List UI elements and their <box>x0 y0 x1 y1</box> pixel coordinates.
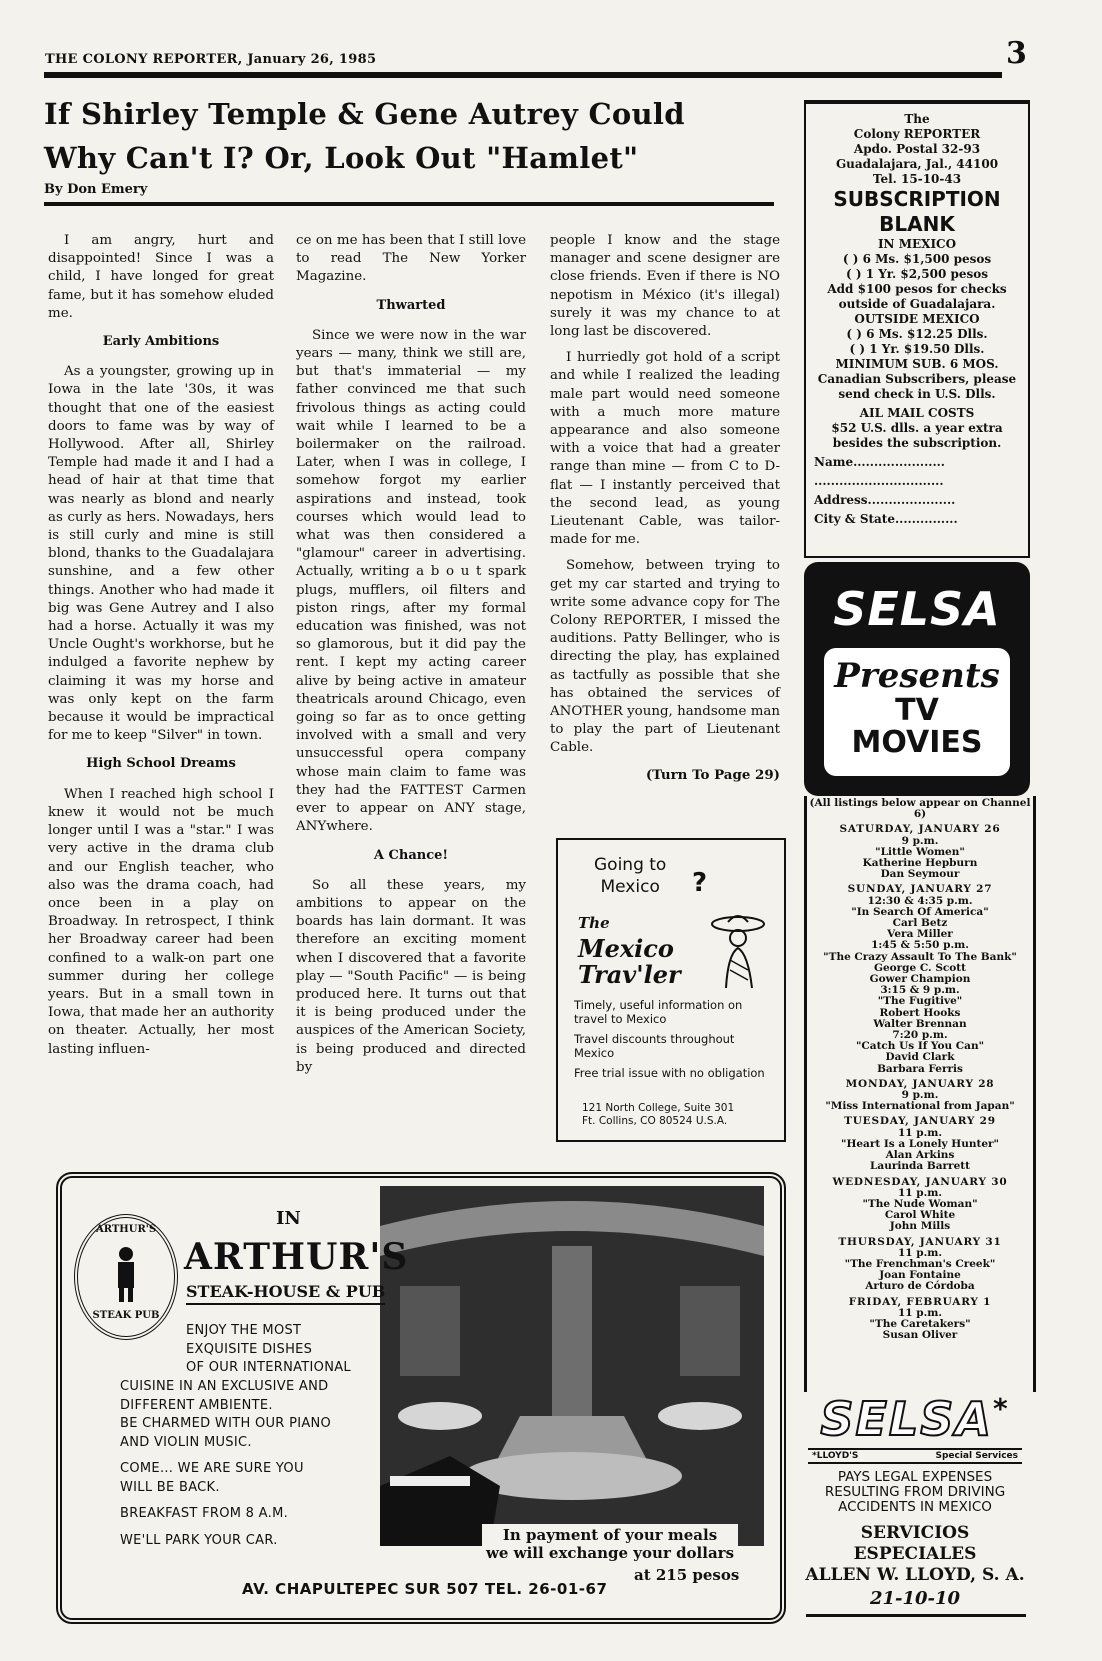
travel-address <box>582 1102 734 1128</box>
payment-line-1: In payment of your meals <box>502 1526 718 1544</box>
lloyds-label: *LLOYD'S <box>812 1451 859 1461</box>
listing-line: "Little Women" <box>875 845 965 858</box>
logo-mexico: Mexico <box>578 934 674 963</box>
copy-line: BREAKFAST FROM 8 A.M. <box>120 1506 289 1521</box>
sub-option-mx-12[interactable]: ( ) 1 Yr. $2,500 pesos <box>845 267 989 281</box>
arthurs-address: AV. CHAPULTEPEC SUR 507 TEL. 26-01-67 <box>242 1580 608 1598</box>
listing-line: Arturo de Córdoba <box>865 1280 975 1293</box>
sub-city-field[interactable]: City & State............... <box>814 512 958 526</box>
paragraph: As a youngster, growing up in Iowa in the late '30s, it was thought that one of the easiest doors to fame was by way of Hollywood. After all, Shirley Temple had made it and I had a head of hair at that time that was nearly as blond and nearly as curly as hers. Nowadays, hers is still curly and mine is still blond, thanks to the Guadalajara sunshine, and a few other things. Another who had made it big was Gene Autrey and I also had a horse. Actually it was my Uncle Ought's workhorse, but he indulged a favorite nephew by claiming it was my horse and was only kept on the farm because it would be impractical for me to keep "Silver" in town. <box>48 364 274 744</box>
knight-icon <box>108 1244 144 1304</box>
byline: By Don Emery <box>44 182 148 197</box>
restaurant-interior-image <box>380 1186 764 1546</box>
sub-minimum: MINIMUM SUB. 6 MOS. <box>835 357 999 371</box>
copy-line: COME... WE ARE SURE YOU <box>120 1461 304 1476</box>
subhead-a-chance: A Chance! <box>373 847 449 863</box>
copy-line: WILL BE BACK. <box>120 1479 220 1495</box>
listing-line: Vera Miller <box>887 928 953 941</box>
listing-day: WEDNESDAY, JANUARY 30 <box>832 1175 1008 1188</box>
special-services-label: Special Services <box>935 1451 1018 1461</box>
subscription-blank <box>804 100 1030 558</box>
arthurs-in: IN <box>276 1208 301 1229</box>
selsa-lloyds-phone[interactable]: 21-10-10 <box>869 1588 961 1609</box>
listing-line: Katherine Hepburn <box>862 857 978 870</box>
asterisk-icon: * <box>992 1392 1010 1425</box>
subhead-thwarted: Thwarted <box>376 297 446 313</box>
paragraph: Somehow, between trying to get my car started and trying to write some advance copy for The Colony REPORTER, I missed the auditions. Patty Bellinger, who is directing the play, has explained as tactfully as possible that she has obtained the services of ANOTHER young, handsome man to play the part of Lieutenant Cable. <box>550 558 780 756</box>
paragraph: people I know and the stage manager and scene designer are close friends. Even if there is NO nepotism in México (it's illegal) surely it was my chance to at long last be discovered. <box>550 233 780 340</box>
sub-address-field[interactable]: Address..................... <box>814 493 956 507</box>
article-column-1 <box>48 232 274 1067</box>
listing-line: Walter Brennan <box>873 1017 967 1030</box>
allen-lloyd: ALLEN W. LLOYD, S. A. <box>805 1565 1025 1585</box>
subhead-early-ambitions: Early Ambitions <box>102 334 220 350</box>
selsa-movies: MOVIES <box>851 725 983 760</box>
turn-to-page-link[interactable]: (Turn To Page 29) <box>645 766 780 783</box>
arthurs-payment-note <box>482 1524 738 1564</box>
arthurs-name: ARTHUR'S <box>184 1236 409 1278</box>
restaurant-photo <box>380 1186 764 1546</box>
travel-question <box>594 854 666 898</box>
listing-line: Barbara Ferris <box>877 1062 963 1075</box>
listing-line: 1:45 & 5:50 p.m. <box>871 939 969 952</box>
paragraph: When I reached high school I knew it would not be much longer until I was a "star." I was very active in the drama club and our English teacher, who also was the drama coach, had once been in a play on Broadway. In retrospect, I think her Broadway career had been confined to a walk-on part one summer during her college years. But in a small town in Iowa, that made her an authority on theater. Actually, her most lasting influen- <box>48 786 274 1057</box>
sub-city: Guadalajara, Jal., 44100 <box>835 157 999 171</box>
selsa-lloyds-company <box>800 1523 1030 1586</box>
selsa-panel <box>824 648 1010 776</box>
listing-line: Alan Arkins <box>885 1149 955 1162</box>
listing-line: 11 p.m. <box>897 1306 943 1319</box>
listing-line: John Mills <box>889 1220 951 1233</box>
sombrero-woman-icon <box>708 910 768 990</box>
listing-line: 11 p.m. <box>897 1126 943 1139</box>
lloyds-text-3: ACCIDENTS IN MEXICO <box>838 1499 992 1515</box>
listing-line: 7:20 p.m. <box>892 1029 948 1042</box>
copy-line: AND VIOLIN MUSIC. <box>120 1434 252 1450</box>
article-headline <box>44 92 784 180</box>
selsa-tv: TV <box>895 693 939 728</box>
listing-line: "The Caretakers" <box>869 1317 971 1330</box>
listing-line: Gower Champion <box>869 973 971 986</box>
listing-line: 9 p.m. <box>901 834 939 847</box>
listing-line: "The Frenchman's Creek" <box>844 1257 996 1270</box>
listing-line: "The Crazy Assault To The Bank" <box>823 950 1017 963</box>
servicios-especiales: SERVICIOS ESPECIALES <box>853 1523 977 1564</box>
mexico-traveler-logo <box>578 910 681 988</box>
travel-info-2: Travel discounts throughout Mexico <box>574 1032 735 1060</box>
listing-line: George C. Scott <box>873 961 967 974</box>
masthead-title: THE COLONY REPORTER, January 26, 1985 <box>45 52 377 67</box>
sub-apdo: Apdo. Postal 32-93 <box>853 142 981 156</box>
mexico-traveler-ad <box>556 838 786 1142</box>
copy-line: ENJOY THE MOST <box>186 1323 302 1338</box>
paragraph: I am angry, hurt and disappointed! Since I was a child, I have longed for great fame, but it has somehow eluded me. <box>48 233 274 321</box>
travel-addr-2: Ft. Collins, CO 80524 U.S.A. <box>582 1115 728 1127</box>
selsa-lloyds-logo <box>800 1392 1030 1446</box>
copy-line: EXQUISITE DISHES <box>186 1341 313 1357</box>
selsa-lloyds-subline <box>808 1448 1022 1464</box>
copy-line: DIFFERENT AMBIENTE. <box>120 1397 273 1413</box>
travel-addr-1: 121 North College, Suite 301 <box>582 1102 735 1114</box>
logo-the: The <box>578 914 610 932</box>
tv-listings <box>804 796 1036 1392</box>
sub-title-2: BLANK <box>879 212 955 236</box>
travel-info-3: Free trial issue with no obligation <box>574 1066 765 1080</box>
question-mark-icon: ? <box>692 868 708 898</box>
listing-line: 11 p.m. <box>897 1186 943 1199</box>
copy-line: BE CHARMED WITH OUR PIANO <box>120 1416 332 1431</box>
sub-outside-mexico: OUTSIDE MEXICO <box>854 312 980 326</box>
listing-line: 3:15 & 9 p.m. <box>880 984 960 997</box>
listing-line: 9 p.m. <box>901 1089 939 1102</box>
listings-note: (All listings below appear on Channel 6) <box>809 797 1031 821</box>
logo-traveler: Trav'ler <box>578 960 681 989</box>
sub-paper-name: Colony REPORTER <box>853 127 981 141</box>
listing-day: SUNDAY, JANUARY 27 <box>847 883 993 896</box>
listing-line: 12:30 & 4:35 p.m. <box>867 894 973 907</box>
article-column-3 <box>550 232 780 784</box>
sub-airmail-title: AIL MAIL COSTS <box>859 406 975 420</box>
arthurs-copy-2 <box>120 1378 331 1550</box>
sub-title-1: SUBSCRIPTION <box>833 187 1001 211</box>
payment-line-2: we will exchange your dollars <box>486 1544 735 1562</box>
listing-line: 11 p.m. <box>897 1246 943 1259</box>
sub-option-mx-6[interactable]: ( ) 6 Ms. $1,500 pesos <box>842 252 992 266</box>
sub-name-field[interactable]: Name...................... <box>814 455 945 469</box>
masthead-rule <box>44 72 1002 78</box>
listing-line: "The Fugitive" <box>877 995 963 1008</box>
page-number: 3 <box>1006 36 1027 71</box>
arthurs-exchange-rate: at 215 pesos <box>630 1566 743 1584</box>
listing-line: Dan Seymour <box>880 868 960 881</box>
listing-day: TUESDAY, JANUARY 29 <box>844 1115 996 1128</box>
headline-line-1: If Shirley Temple & Gene Autrey Could <box>44 97 685 131</box>
listing-day: THURSDAY, JANUARY 31 <box>838 1235 1002 1248</box>
sub-blank-line[interactable]: ............................... <box>814 474 944 488</box>
headline-line-2: Why Can't I? Or, Look Out "Hamlet" <box>44 141 639 175</box>
sub-in-mexico: IN MEXICO <box>877 237 957 251</box>
badge-top-text: ARTHUR'S <box>95 1224 157 1235</box>
paragraph: Since we were now in the war years — many, think we still are, but that's immaterial — my father convinced me that such frivolous things as acting could wait while I learned to be a boilermaker on the railroad. Later, when I was in college, I somehow forgot my earlier aspirations and instead, took courses which would lead to what was then considered a "glamour" career in advertising. Actually, writing a b o u t spark plugs, mufflers, oil filters and piston rings, after my formal education was finished, was not so glamorous, but it did pay the rent. I kept my acting career alive by being active in amateur theatricals around Chicago, even going so far as to once getting involved with a small and very unsuccessful opera company whose main claim to fame was they had the FATTEST Carmen ever to appear on ANY stage, ANYwhere. <box>296 327 526 835</box>
copy-line: WE'LL PARK YOUR CAR. <box>120 1532 278 1548</box>
article-column-2 <box>296 232 526 1085</box>
sub-option-om-6[interactable]: ( ) 6 Ms. $12.25 Dlls. <box>846 327 988 341</box>
sub-add-note: Add $100 pesos for checks outside of Guadalajara. <box>827 282 1007 311</box>
listing-day: MONDAY, JANUARY 28 <box>845 1077 995 1090</box>
arthurs-subtitle: STEAK-HOUSE & PUB <box>186 1282 385 1305</box>
lloyds-text-1: PAYS LEGAL EXPENSES <box>837 1469 993 1485</box>
sub-the: The <box>904 112 930 126</box>
listing-line: Carl Betz <box>892 917 948 930</box>
listing-line: Joan Fontaine <box>879 1269 961 1282</box>
paragraph: So all these years, my ambitions to appear on the boards has lain dormant. It was therefore an exciting moment when I discovered that a favorite play — "South Pacific" — is being produced here. It turns out that it is being produced under the auspices of the American Society, is being produced and directed by <box>296 877 526 1075</box>
selsa-tv-ad <box>804 562 1030 796</box>
listing-line: "Catch Us If You Can" <box>855 1040 985 1053</box>
travel-q1: Going to <box>594 855 667 875</box>
arthurs-steakhouse-ad <box>56 1172 786 1624</box>
paragraph: ce on me has been that I still love to read The New Yorker Magazine. <box>296 233 526 285</box>
selsa-lloyds-text <box>800 1470 1030 1515</box>
listing-line: "Miss International from Japan" <box>825 1100 1015 1113</box>
travel-info-1: Timely, useful information on travel to Mexico <box>574 998 743 1026</box>
listing-day: SATURDAY, JANUARY 26 <box>839 823 1001 836</box>
listing-line: Carol White <box>884 1209 956 1222</box>
selsa-bottom-rule <box>806 1614 1026 1617</box>
sub-tel: Tel. 15-10-43 <box>872 172 962 186</box>
sub-canadian: Canadian Subscribers, please send check in U.S. Dlls. <box>817 372 1017 401</box>
selsa-logo: SELSA <box>833 582 1001 636</box>
listings-list <box>807 824 1033 1341</box>
copy-line: OF OUR INTERNATIONAL <box>186 1360 351 1375</box>
listing-line: Susan Oliver <box>882 1329 958 1342</box>
listing-line: David Clark <box>885 1051 955 1064</box>
listing-day: FRIDAY, FEBRUARY 1 <box>848 1295 992 1308</box>
selsa-lloyds-logo-text: SELSA <box>820 1392 993 1446</box>
travel-q2: Mexico <box>600 877 660 897</box>
headline-rule <box>44 202 774 206</box>
selsa-lloyds-ad <box>800 1392 1030 1612</box>
listing-line: "In Search Of America" <box>851 905 989 918</box>
copy-line: CUISINE IN AN EXCLUSIVE AND <box>120 1379 329 1394</box>
listing-line: "The Nude Woman" <box>862 1197 978 1210</box>
sub-airmail-text: $52 U.S. dlls. a year extra besides the subscription. <box>831 421 1003 450</box>
lloyds-text-2: RESULTING FROM DRIVING <box>824 1484 1006 1500</box>
listing-line: Laurinda Barrett <box>870 1160 970 1173</box>
subhead-high-school-dreams: High School Dreams <box>86 756 236 772</box>
paragraph: I hurriedly got hold of a script and while I realized the leading male part would need someone with a much more mature appearance and also someone with a voice that had a greater range than mine — from C to D-flat — I instantly perceived that the second lead, as young Lieutenant Cable, was tailor-made for me. <box>550 350 780 548</box>
listing-line: Robert Hooks <box>879 1006 961 1019</box>
arthurs-copy-1 <box>186 1322 351 1378</box>
listing-line: "Heart Is a Lonely Hunter" <box>840 1137 1000 1150</box>
badge-bottom-text: STEAK PUB <box>92 1310 160 1321</box>
arthurs-badge-logo <box>74 1214 178 1340</box>
travel-info <box>574 998 774 1086</box>
sub-option-om-12[interactable]: ( ) 1 Yr. $19.50 Dlls. <box>849 342 985 356</box>
selsa-presents: Presents <box>834 656 1000 696</box>
